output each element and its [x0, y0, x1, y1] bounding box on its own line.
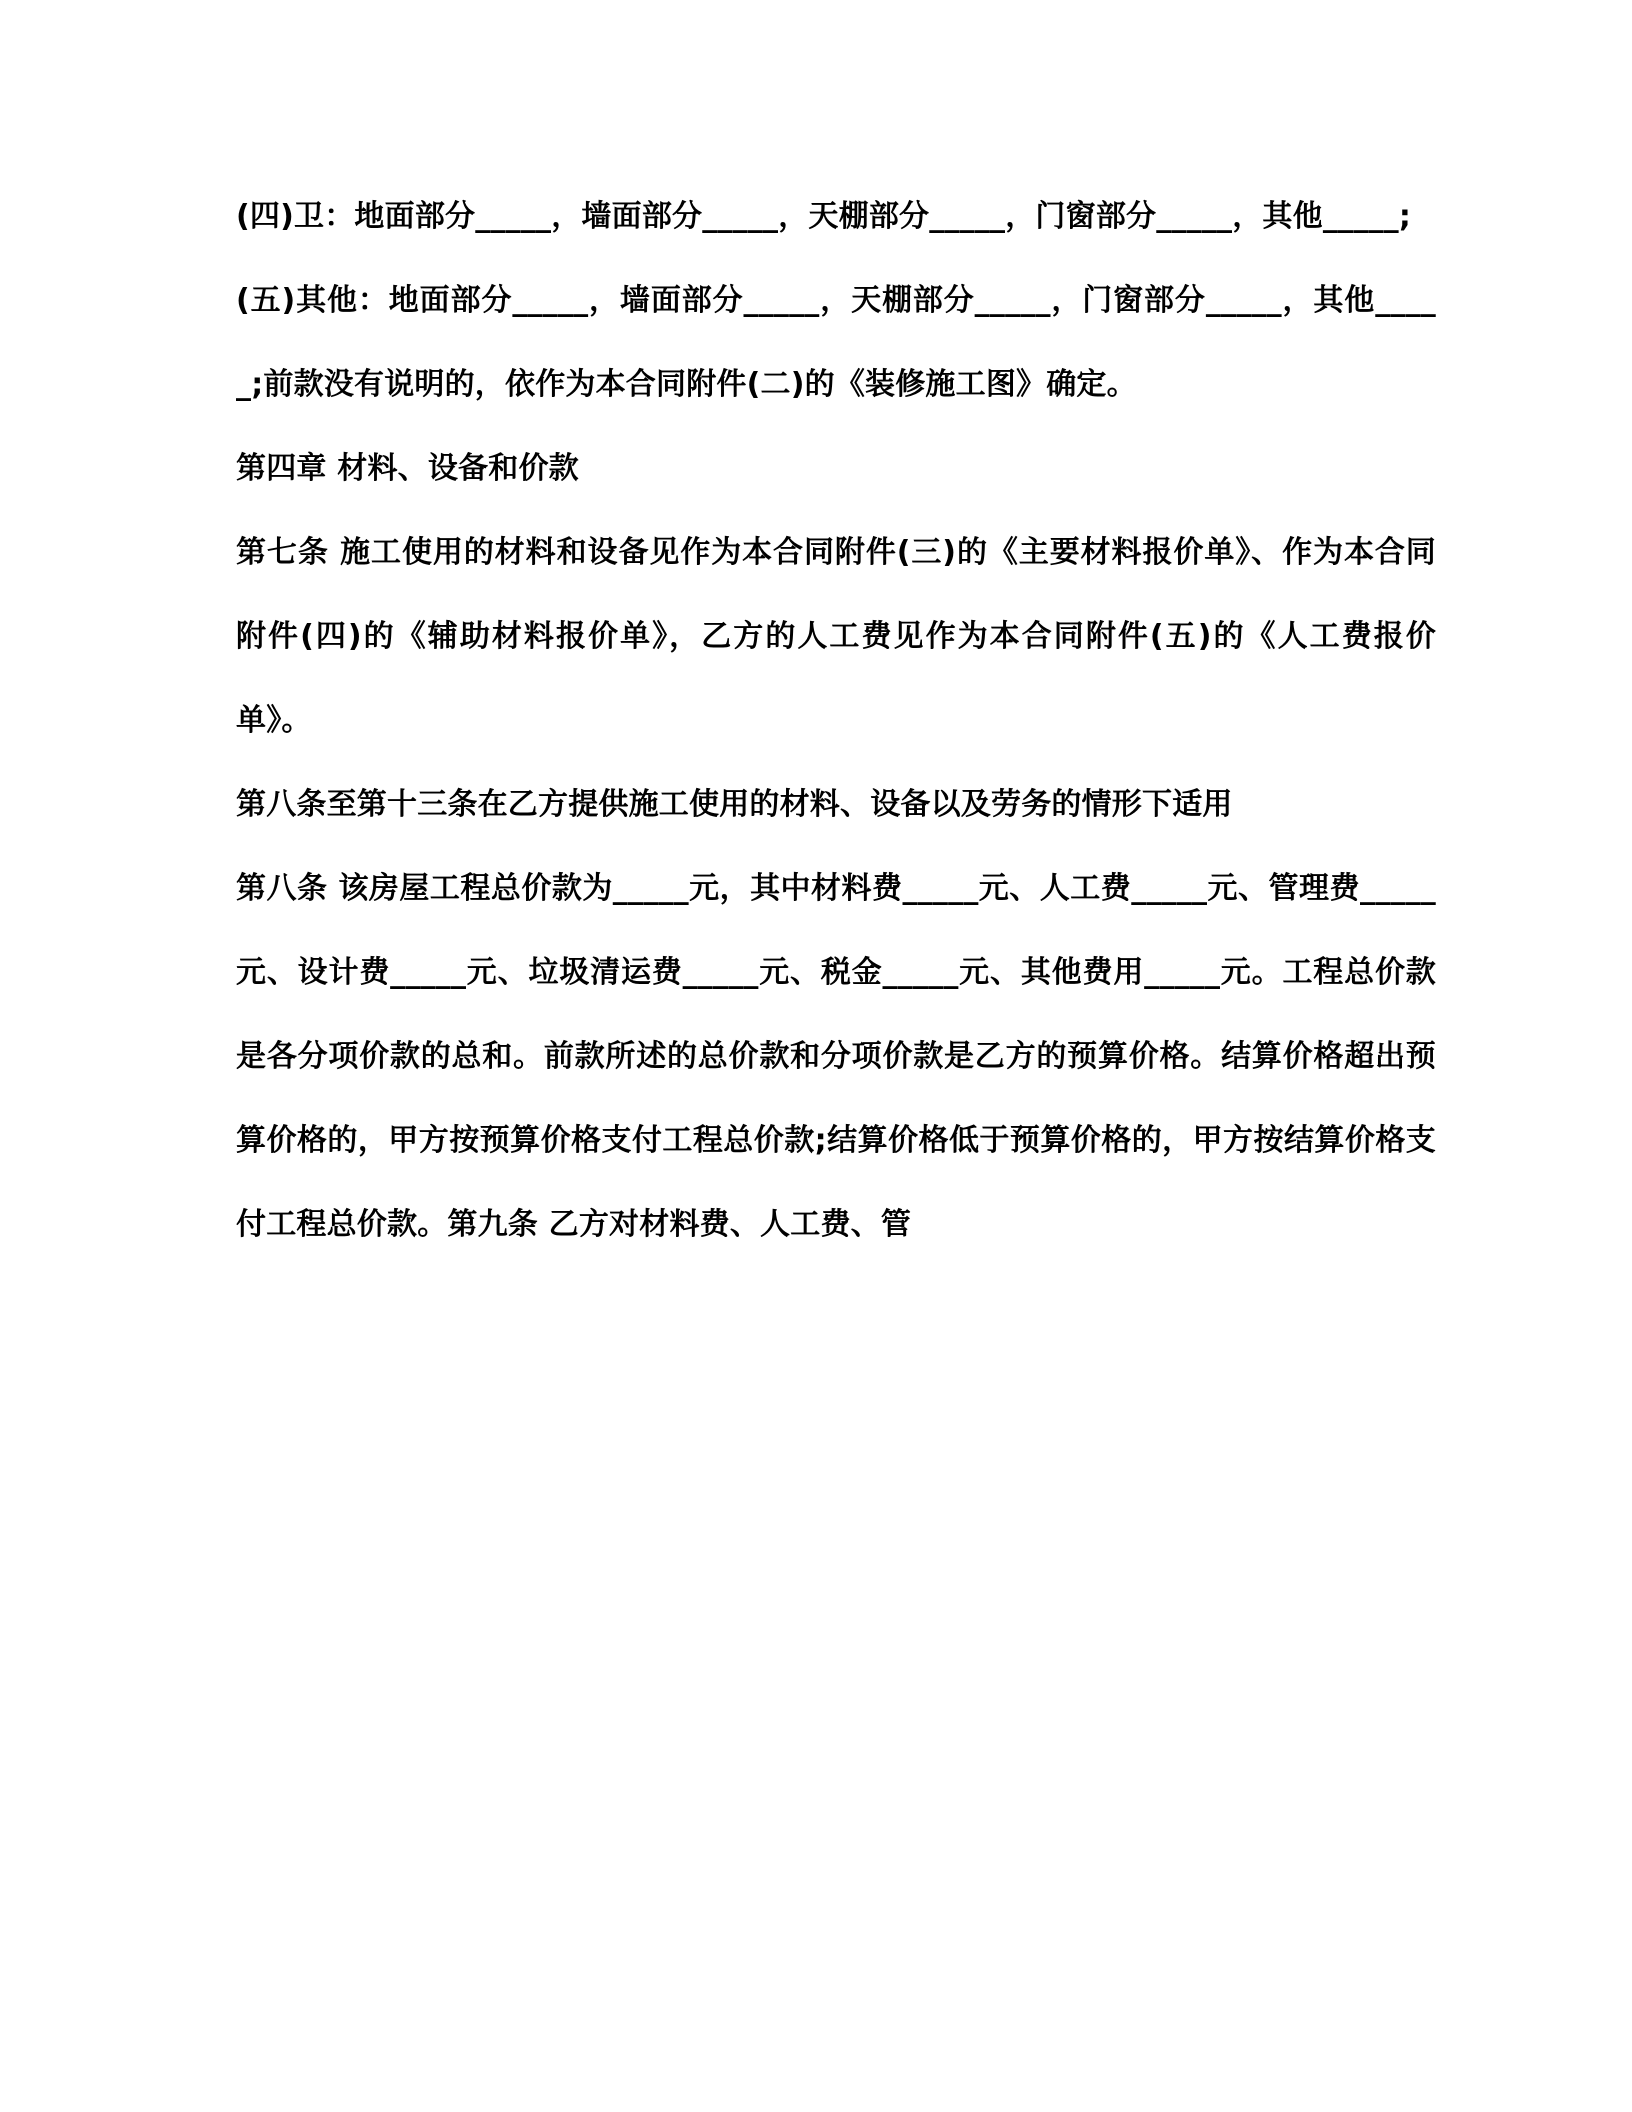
paragraph-article-eight: 第八条 该房屋工程总价款为_____元，其中材料费_____元、人工费_____元、管理费_____元、设计费_____元、垃圾清运费_____元、税金_____元、其他费用_____元。工程总价款是各分项价款的总和。前款所述的总价款和分项价款是乙方的预算价格。结算价格超出预算价格的，甲方按预算价格支付工程总价款;结算价格低于预算价格的，甲方按结算价格支付工程总价款。第九条 乙方对材料费、人工费、管: [236, 871, 1436, 1242]
paragraph-articles-eight-thirteen-note: 第八条至第十三条在乙方提供施工使用的材料、设备以及劳务的情形下适用: [236, 787, 1233, 822]
paragraph-article-seven: 第七条 施工使用的材料和设备见作为本合同附件(三)的《主要材料报价单》、作为本合同附件(四)的《辅助材料报价单》，乙方的人工费见作为本合同附件(五)的《人工费报价单》。: [236, 535, 1436, 738]
paragraph-bathroom-spec: (四)卫：地面部分_____，墙面部分_____，天棚部分_____，门窗部分_____，其他_____;: [236, 199, 1412, 234]
heading-chapter-four: 第四章 材料、设备和价款: [236, 451, 579, 486]
paragraph-other-spec: (五)其他：地面部分_____，墙面部分_____，天棚部分_____，门窗部分_____，其他_____;前款没有说明的，依作为本合同附件(二)的《装修施工图》确定。: [236, 283, 1436, 402]
document-body: [236, 175, 1436, 1267]
